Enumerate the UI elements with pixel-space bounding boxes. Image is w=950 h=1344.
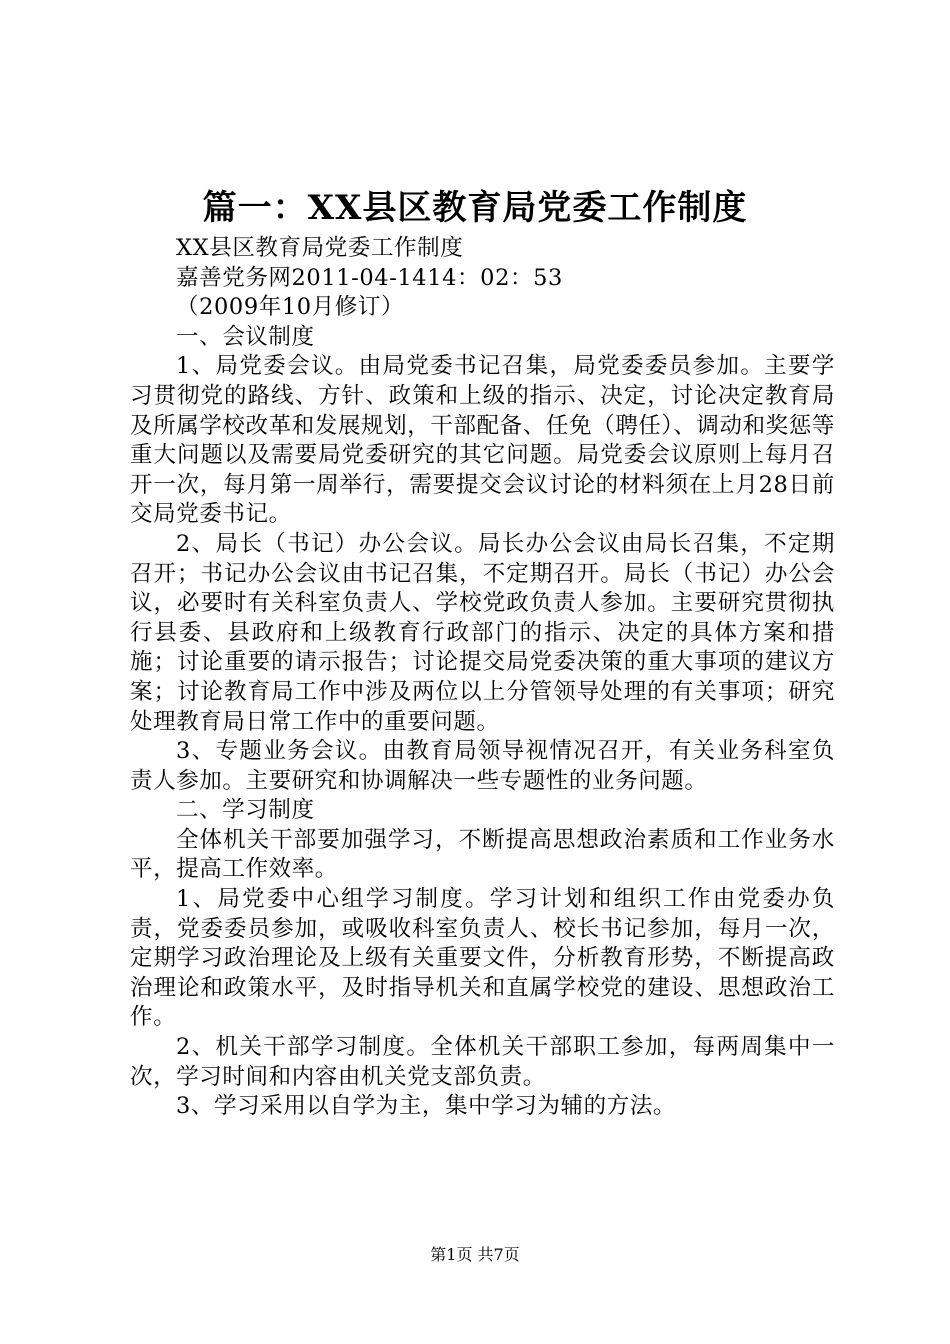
paragraph-director-office-meeting: 2、局长（书记）办公会议。局长办公会议由局长召集，不定期召开；书记办公会议由书记召集，不定期召开。局长（书记）办公会议，必要时有关科室负责人、学校党政负责人参加。主要研究贯彻执行县委、县政府和上级教育行政部门的指示、决定的具体方案和措施；讨论重要的请示报告；讨论提交局党委决策的重大事项的建议方案；讨论教育局工作中涉及两位以上分管领导处理的有关事项；研究处理教育局日常工作中的重要问题。 [130, 530, 835, 735]
revision-note: （2009年10月修订） [176, 294, 405, 321]
paragraph-central-group-study: 1、局党委中心组学习制度。学习计划和组织工作由党委办负责，党委委员参加，或吸收科室负责人、校长书记参加，每月一次，定期学习政治理论及上级有关重要文件，分析教育形势，不断提高政治理论和政策水平，及时指导机关和直属学校党的建设、思想政治工作。 [130, 886, 835, 1031]
paragraph-party-committee-meeting: 1、局党委会议。由局党委书记召集，局党委委员参加。主要学习贯彻党的路线、方针、政策和上级的指示、决定，讨论决定教育局及所属学校改革和发展规划，干部配备、任免（聘任）、调动和奖惩等重大问题以及需要局党委研究的其它问题。局党委会议原则上每月召开一次，每月第一周举行，需要提交会议讨论的材料须在上月28日前交局党委书记。 [130, 353, 835, 528]
document-body [130, 234, 835, 1122]
paragraph-cadre-study: 2、机关干部学习制度。全体机关干部职工参加，每两周集中一次，学习时间和内容由机关党支部负责。 [130, 1034, 835, 1090]
document-title: 篇一：XX县区教育局党委工作制度 [202, 188, 748, 228]
paragraph-study-intro: 全体机关干部要加强学习，不断提高思想政治素质和工作业务水平，提高工作效率。 [130, 826, 835, 883]
section-heading-study: 二、学习制度 [176, 797, 315, 824]
paragraph-study-method: 3、学习采用以自学为主，集中学习为辅的方法。 [176, 1093, 677, 1120]
document-subtitle: XX县区教育局党委工作制度 [176, 235, 464, 261]
source-line: 嘉善党务网2011-04-1414：02：53 [176, 264, 563, 291]
section-heading-meetings: 一、会议制度 [176, 323, 315, 350]
paragraph-special-business-meeting: 3、专题业务会议。由教育局领导视情况召开，有关业务科室负责人参加。主要研究和协调解决一些专题性的业务问题。 [130, 738, 835, 794]
page-indicator: 第1页 共7页 [430, 1245, 520, 1264]
